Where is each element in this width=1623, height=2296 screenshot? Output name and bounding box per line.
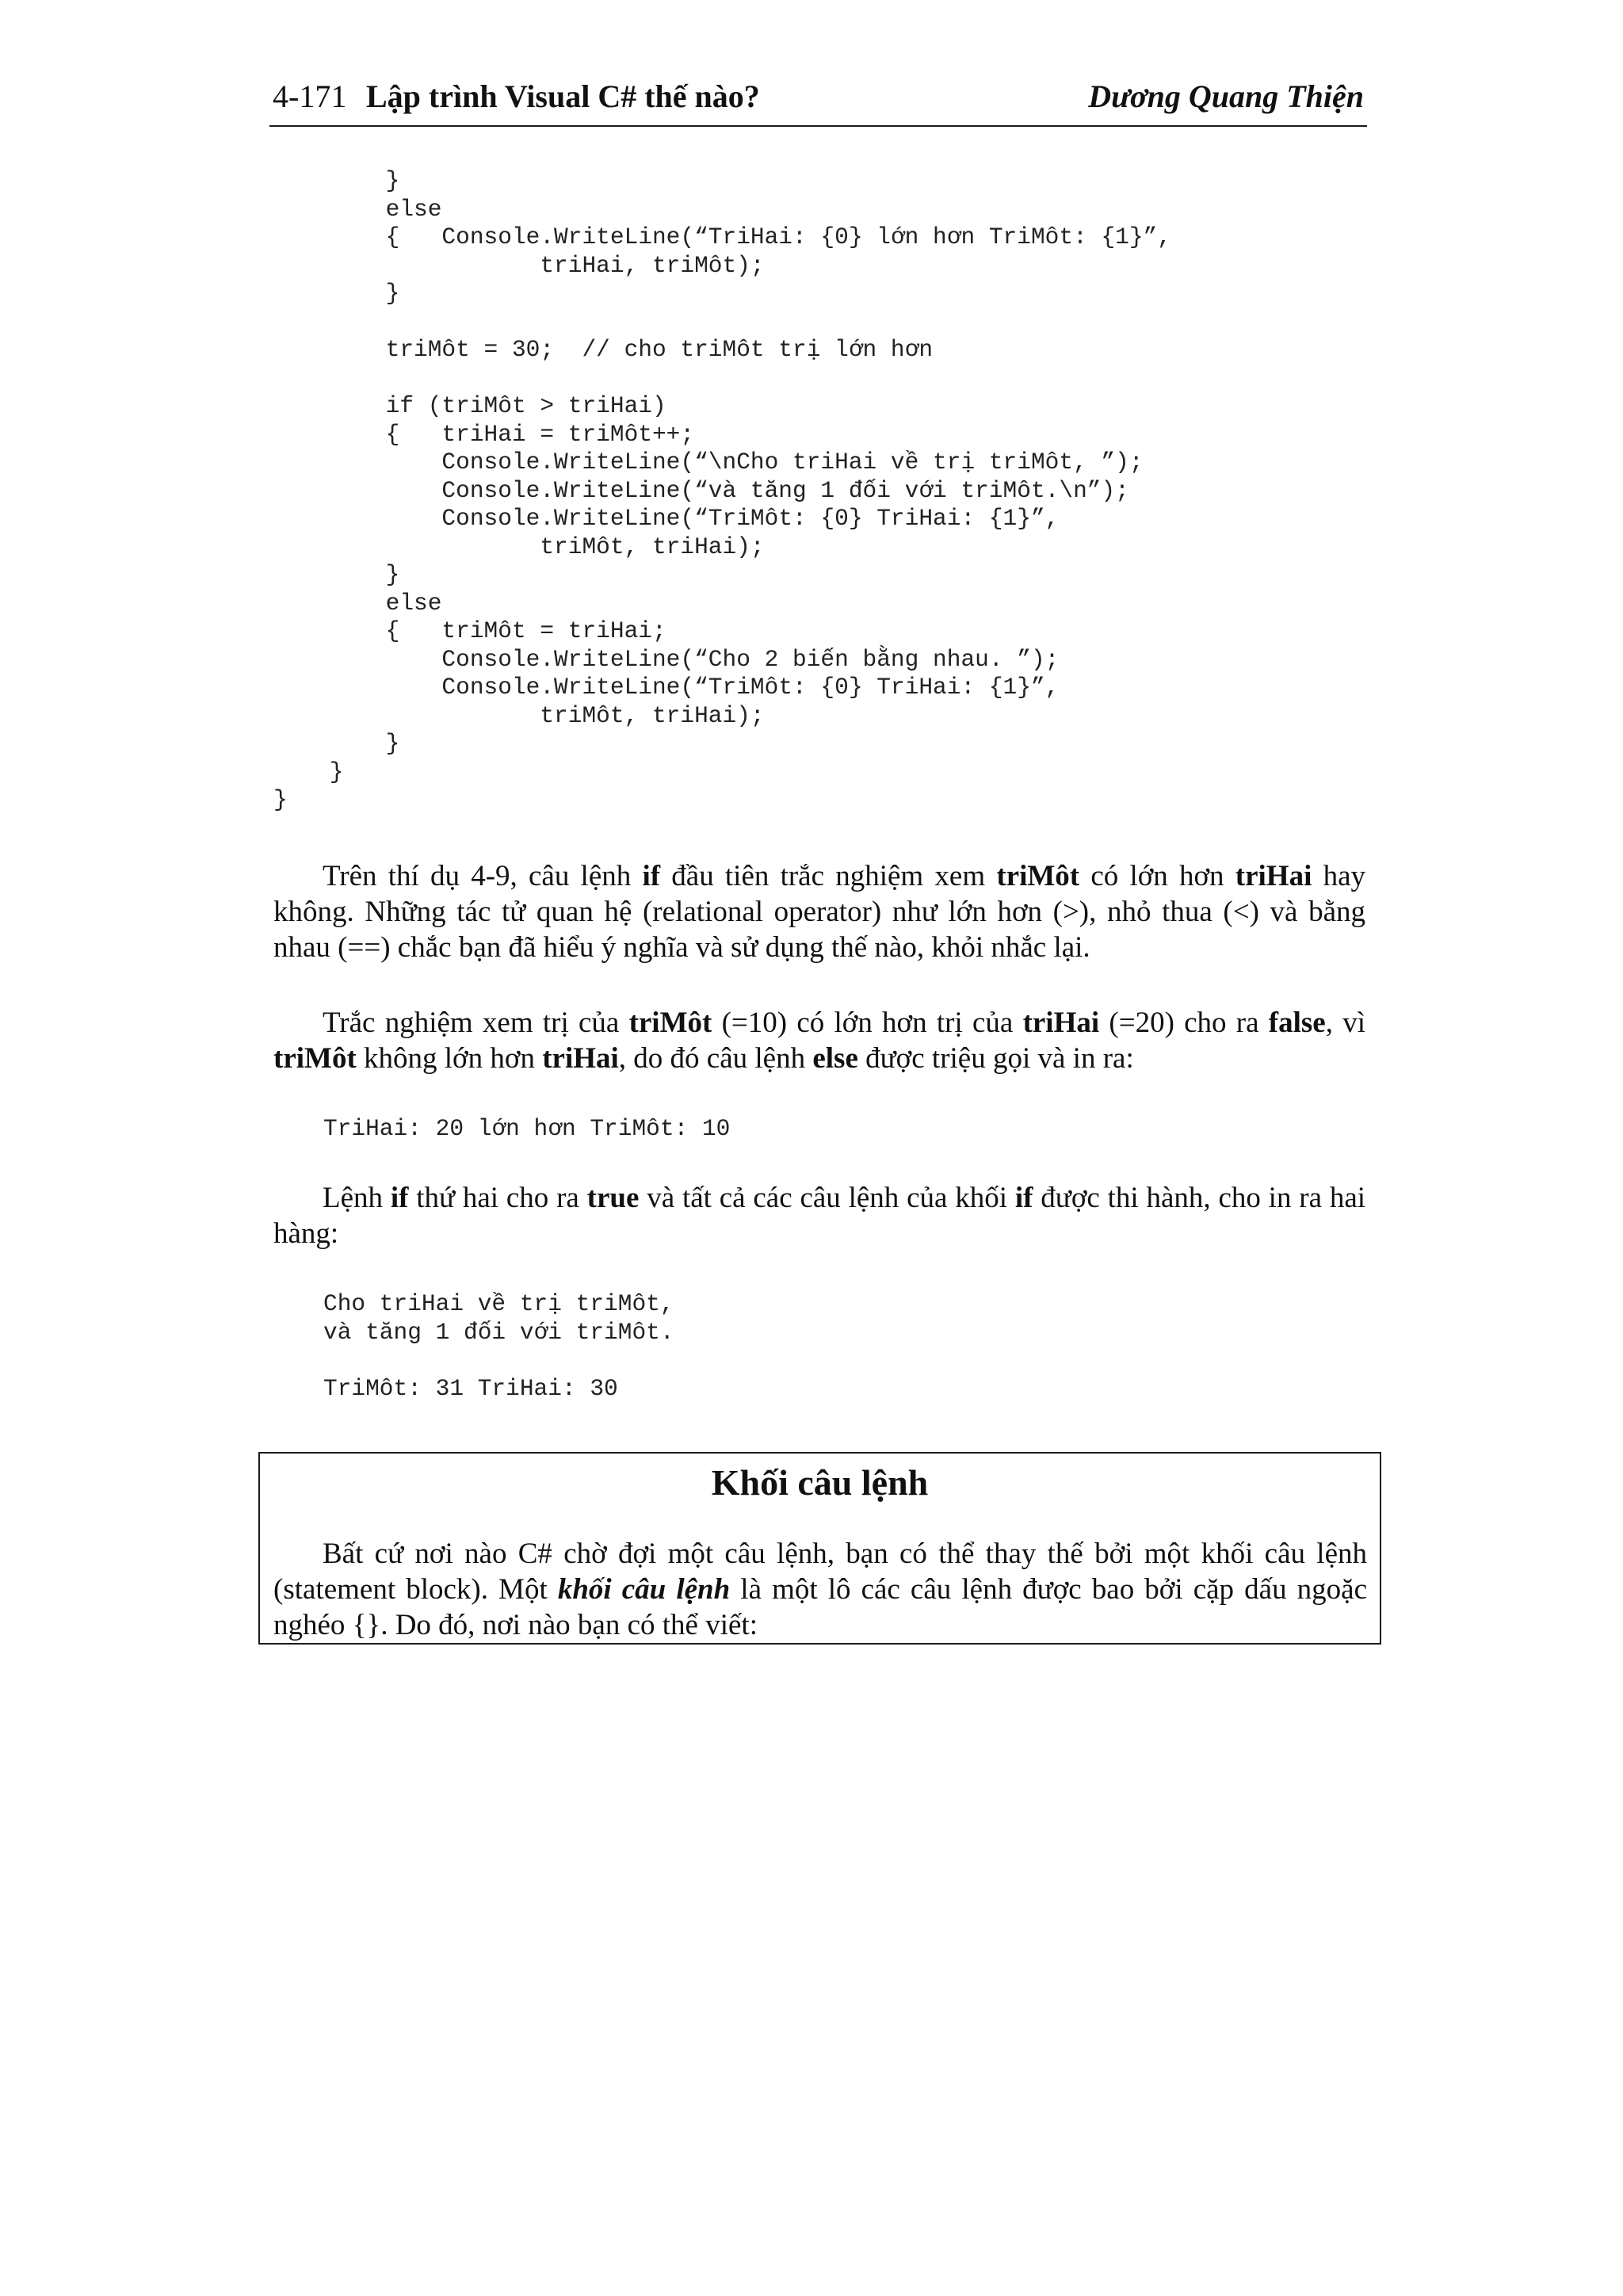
code-listing: } else { Console.WriteLine(“TriHai: {0} lớn hơn TriMôt: {1}”, triHai, triMôt); } triMôt = 30; // cho triMôt trị lớn hơn if (triMôt > triHai) { triHai = triMôt++; Console.WriteLine(“\nCho triHai về trị triMôt, ”); Console.WriteLine(“và tăng 1 đối với triMôt.\n”); Console.WriteLine(“TriMôt: {0} TriHai: {1}”, triMôt, triHai); } else { triMôt = triHai; Console.WriteLine(“Cho 2 biến bằng nhau. ”); Console.WriteLine(“TriMôt: {0} TriHai: {1}”, triMôt, triHai); } } }: [273, 167, 1171, 813]
box-text: Bất cứ nơi nào C# chờ đợi một câu lệnh, bạn có thể thay thế bởi một khối câu lệnh (statement block). Một khối câu lệnh là một lô các câu lệnh được bao bởi cặp dấu ngoặc nghéo {}. Do đó, nơi nào bạn có thể viết:: [273, 1538, 1367, 1641]
box-title: Khối câu lệnh: [711, 1462, 929, 1503]
paragraph-first-test: Trắc nghiệm xem trị của triMôt (=10) có lớn hơn trị của triHai (=20) cho ra false, vì triMôt không lớn hơn triHai, do đó câu lệnh else được triệu gọi và in ra:: [273, 1007, 1365, 1075]
book-title: Lập trình Visual C# thế nào?: [366, 78, 760, 114]
note-box-statement-block: [258, 1452, 1381, 1645]
page-header: [269, 73, 1367, 127]
paragraph-second-test: Lệnh if thứ hai cho ra true và tất cả các câu lệnh của khối if được thi hành, cho in ra hai hàng:: [273, 1182, 1366, 1250]
author-name: Dương Quang Thiện: [1088, 78, 1364, 114]
output-second: Cho triHai về trị triMôt, và tăng 1 đối với triMôt. TriMôt: 31 TriHai: 30: [323, 1290, 674, 1402]
page-number: 4-171: [273, 78, 347, 114]
output-first: TriHai: 20 lớn hơn TriMôt: 10: [323, 1115, 731, 1142]
paragraph-if-explanation: Trên thí dụ 4-9, câu lệnh if đầu tiên trắc nghiệm xem triMôt có lớn hơn triHai hay không. Những tác tử quan hệ (relational operator) như lớn hơn (>), nhỏ thua (<) và bằng nhau (==) chắc bạn đã hiểu ý nghĩa và sử dụng thế nào, khỏi nhắc lại.: [273, 860, 1365, 964]
